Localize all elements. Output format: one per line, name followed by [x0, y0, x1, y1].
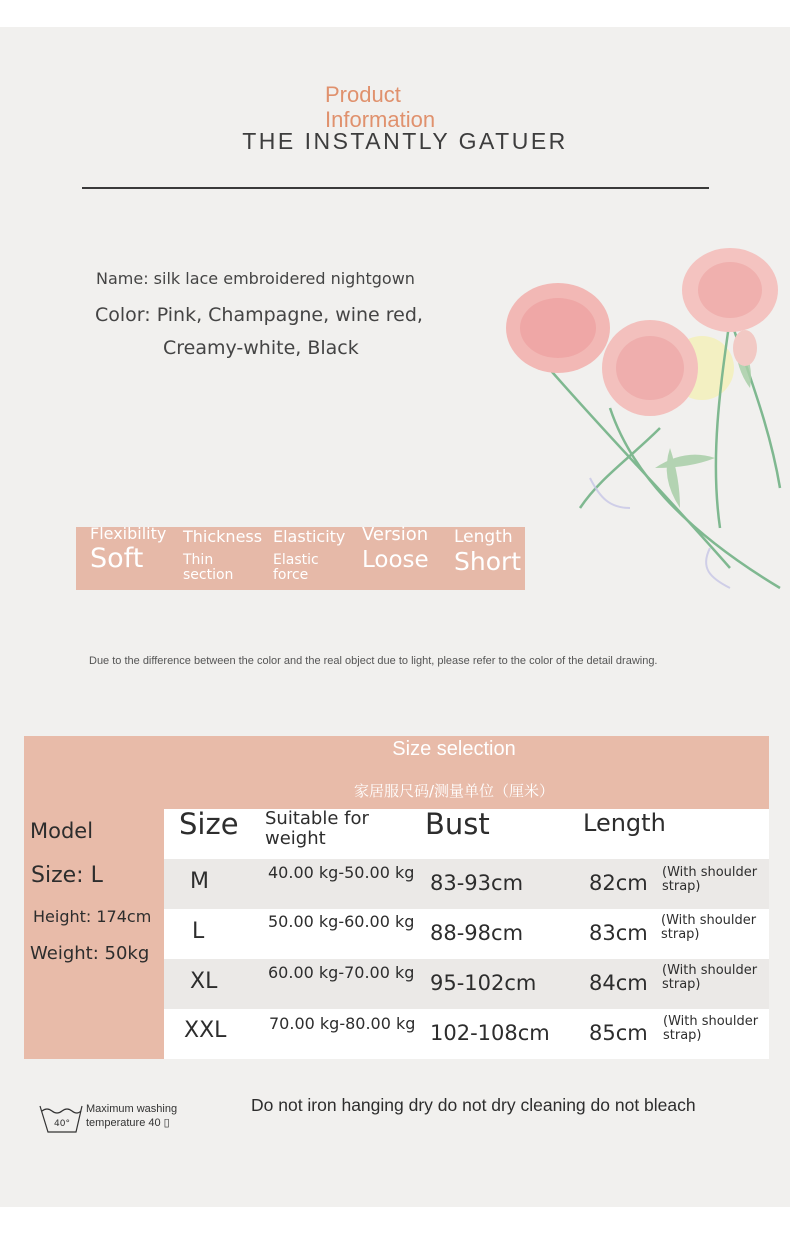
size-table-title: Size selection: [392, 738, 516, 760]
row-note: [661, 914, 756, 942]
attr-thickness: [183, 527, 262, 583]
row-weight: 50.00 kg-60.00 kg: [268, 912, 415, 931]
row-note-line2: strap): [661, 927, 700, 942]
product-name: Name: silk lace embroidered nightgown: [96, 269, 415, 288]
row-note-line1: (With shoulder: [661, 913, 757, 928]
row-weight: 40.00 kg-50.00 kg: [268, 863, 415, 882]
row-size: L: [192, 919, 205, 944]
row-bust: 95-102cm: [430, 971, 537, 995]
size-table-subtitle: 家居服尺码/测量单位（厘米）: [353, 782, 555, 800]
header-length: Length: [583, 809, 666, 837]
attr-value-line1: Thin: [183, 552, 214, 568]
attr-title: Elasticity: [273, 527, 346, 546]
model-label: Model: [30, 819, 94, 843]
attr-value: Soft: [90, 543, 144, 574]
row-note: [662, 866, 757, 894]
care-instructions: Do not iron hanging dry do not dry cleaning do not bleach: [251, 1095, 696, 1115]
wash-line2: temperature 40 ▯: [86, 1117, 170, 1129]
row-note-line2: strap): [663, 1028, 702, 1043]
row-note-line1: (With shoulder: [663, 1014, 759, 1029]
header-weight-line1: Suitable for: [265, 808, 369, 829]
row-note-line1: (With shoulder: [662, 865, 758, 880]
table-row: [164, 1009, 769, 1059]
row-bust: 102-108cm: [430, 1021, 550, 1045]
row-note-line2: strap): [662, 879, 701, 894]
row-note-line1: (With shoulder: [662, 963, 758, 978]
row-length: 85cm: [589, 1021, 648, 1045]
row-weight: 70.00 kg-80.00 kg: [269, 1014, 416, 1033]
header-size: Size: [179, 807, 239, 841]
attr-value: Short: [454, 547, 522, 576]
title-line-2: Information: [325, 107, 436, 132]
row-size: XXL: [184, 1018, 227, 1043]
wash-instructions: [86, 1102, 206, 1130]
model-info-panel: [24, 809, 164, 1059]
product-colors-line2: Creamy-white, Black: [163, 337, 359, 359]
row-length: 82cm: [589, 871, 648, 895]
header-bust: Bust: [425, 807, 490, 841]
attr-value-line2: section: [183, 567, 234, 583]
size-table-column-headers: [164, 809, 769, 859]
color-disclaimer: Due to the difference between the color and the real object due to light, please refer to the color of the detail drawing.: [89, 655, 658, 667]
attr-title: Length: [454, 527, 513, 547]
model-size: Size: L: [31, 863, 103, 888]
wash-line1: Maximum washing: [86, 1103, 178, 1115]
table-row: [164, 909, 769, 959]
row-note: [663, 1015, 758, 1043]
table-row: [164, 959, 769, 1009]
row-note: [662, 964, 757, 992]
model-height: Height: 174cm: [33, 907, 152, 926]
header-weight: [265, 809, 369, 849]
size-table: [164, 809, 769, 1059]
title-line-1: Product: [325, 82, 401, 107]
row-size: M: [190, 869, 209, 894]
header-divider: [82, 187, 709, 189]
attr-title: Flexibility: [90, 524, 167, 543]
attr-elasticity: [273, 527, 345, 583]
attr-value-line2: force: [273, 567, 309, 583]
table-row: [164, 859, 769, 909]
header-weight-line2: weight: [265, 828, 326, 849]
row-bust: 83-93cm: [430, 871, 524, 895]
model-weight: Weight: 50kg: [30, 943, 150, 964]
product-info-title: [325, 82, 525, 132]
attr-length: [454, 527, 521, 576]
wash-tub-icon: [38, 1103, 84, 1135]
row-bust: 88-98cm: [430, 921, 524, 945]
attr-value: Loose: [362, 547, 429, 573]
brand-subtitle: THE INSTANTLY GATUER: [242, 128, 568, 154]
fabric-attributes: [76, 524, 525, 590]
size-table-header: [24, 736, 769, 809]
wash-temperature-label: 40°: [54, 1119, 70, 1129]
carnation-illustration: [480, 228, 790, 608]
attr-version: [362, 524, 429, 573]
attr-title: Thickness: [183, 527, 263, 546]
attr-flexibility: [90, 524, 166, 574]
product-colors-line1: Color: Pink, Champagne, wine red,: [95, 304, 423, 326]
row-weight: 60.00 kg-70.00 kg: [268, 963, 415, 982]
row-length: 84cm: [589, 971, 648, 995]
row-length: 83cm: [589, 921, 648, 945]
row-note-line2: strap): [662, 977, 701, 992]
attr-title: Version: [362, 524, 429, 545]
row-size: XL: [190, 969, 218, 994]
attr-value-line1: Elastic: [273, 552, 319, 568]
